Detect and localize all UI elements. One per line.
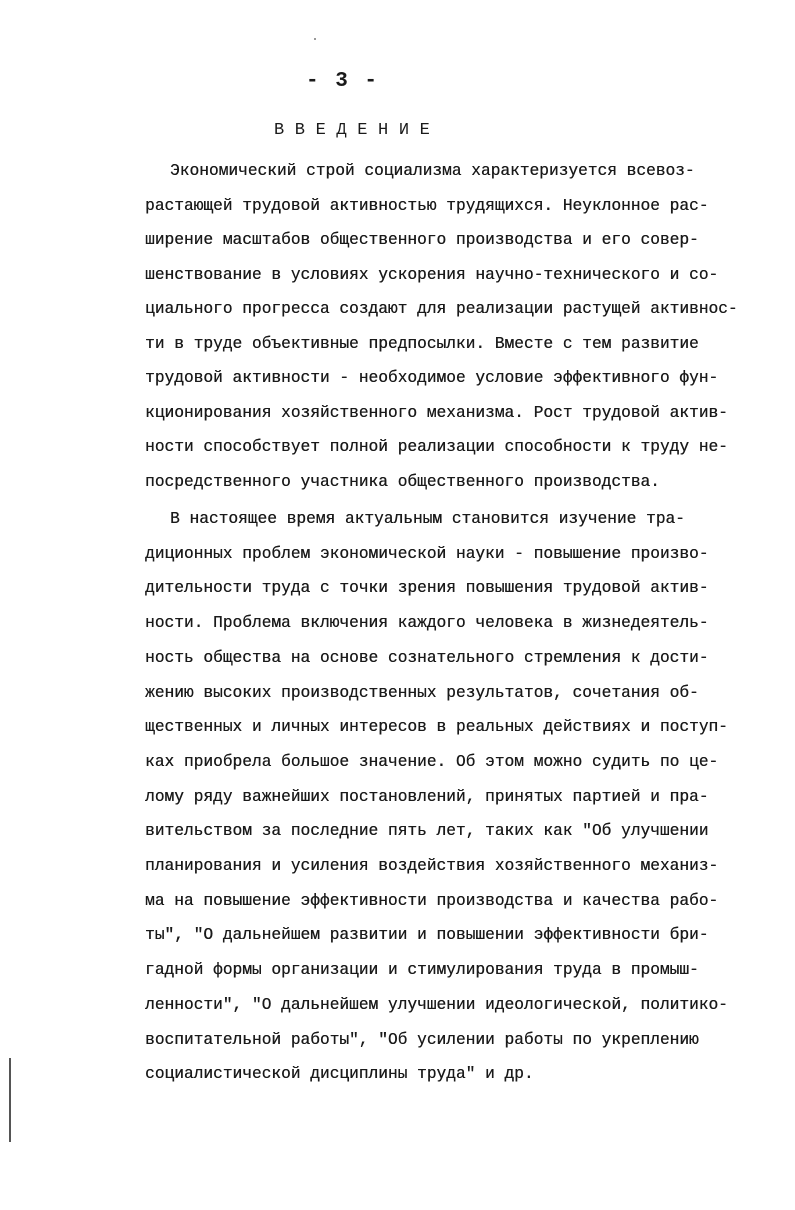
text-line: шенствование в условиях ускорения научно-технического и со-	[145, 265, 719, 284]
text-line: социалистической дисциплины труда" и др.	[145, 1065, 534, 1084]
margin-line	[9, 1058, 11, 1142]
text-line: ках приобрела большое значение. Об этом можно судить по це-	[145, 752, 719, 771]
text-line: кционирования хозяйственного механизма. Рост трудовой актив-	[145, 403, 728, 422]
text-line: ность общества на основе сознательного стремления к дости-	[145, 648, 709, 667]
text-line: В настоящее время актуальным становится изучение тра-	[170, 510, 685, 528]
text-line: ты", "О дальнейшем развитии и повышении эффективности бри-	[145, 926, 709, 945]
text-line: растающей трудовой активностью трудящихся. Неуклонное рас-	[145, 196, 709, 215]
text-line: щественных и личных интересов в реальных действиях и поступ-	[145, 718, 728, 737]
text-line: ма на повышение эффективности производства и качества рабо-	[145, 891, 719, 910]
text-line: воспитательной работы", "Об усилении работы по укреплению	[145, 1030, 699, 1049]
scan-speck	[314, 38, 316, 40]
text-line: ности. Проблема включения каждого человека в жизнедеятель-	[145, 614, 709, 633]
section-heading: В В Е Д Е Н И Е	[274, 121, 431, 140]
text-line: ти в труде объективные предпосылки. Вместе с тем развитие	[145, 334, 699, 353]
text-line: диционных проблем экономической науки - повышение произво-	[145, 544, 709, 563]
text-line: дительности труда с точки зрения повышения трудовой актив-	[145, 579, 709, 598]
text-line: вительством за последние пять лет, таких как "Об улучшении	[145, 822, 709, 841]
text-line: ности способствует полной реализации способности к труду не-	[145, 438, 728, 456]
text-line: планирования и усиления воздействия хозяйственного механиз-	[145, 857, 719, 875]
text-line: Экономический строй социализма характеризуется всевоз-	[170, 162, 695, 180]
page-number: - 3 -	[306, 70, 380, 93]
text-line: ленности", "О дальнейшем улучшении идеологической, политико-	[145, 995, 728, 1014]
text-line: циального прогресса создают для реализации растущей активнос-	[145, 300, 738, 318]
text-line: трудовой активности - необходимое условие эффективного фун-	[145, 369, 719, 387]
text-line: лому ряду важнейших постановлений, принятых партией и пра-	[145, 787, 709, 806]
text-line: посредственного участника общественного производства.	[145, 472, 660, 491]
text-line: ширение масштабов общественного производства и его совер-	[145, 231, 699, 249]
text-line: жению высоких производственных результатов, сочетания об-	[145, 683, 699, 702]
text-line: гадной формы организации и стимулирования труда в промыш-	[145, 961, 699, 980]
